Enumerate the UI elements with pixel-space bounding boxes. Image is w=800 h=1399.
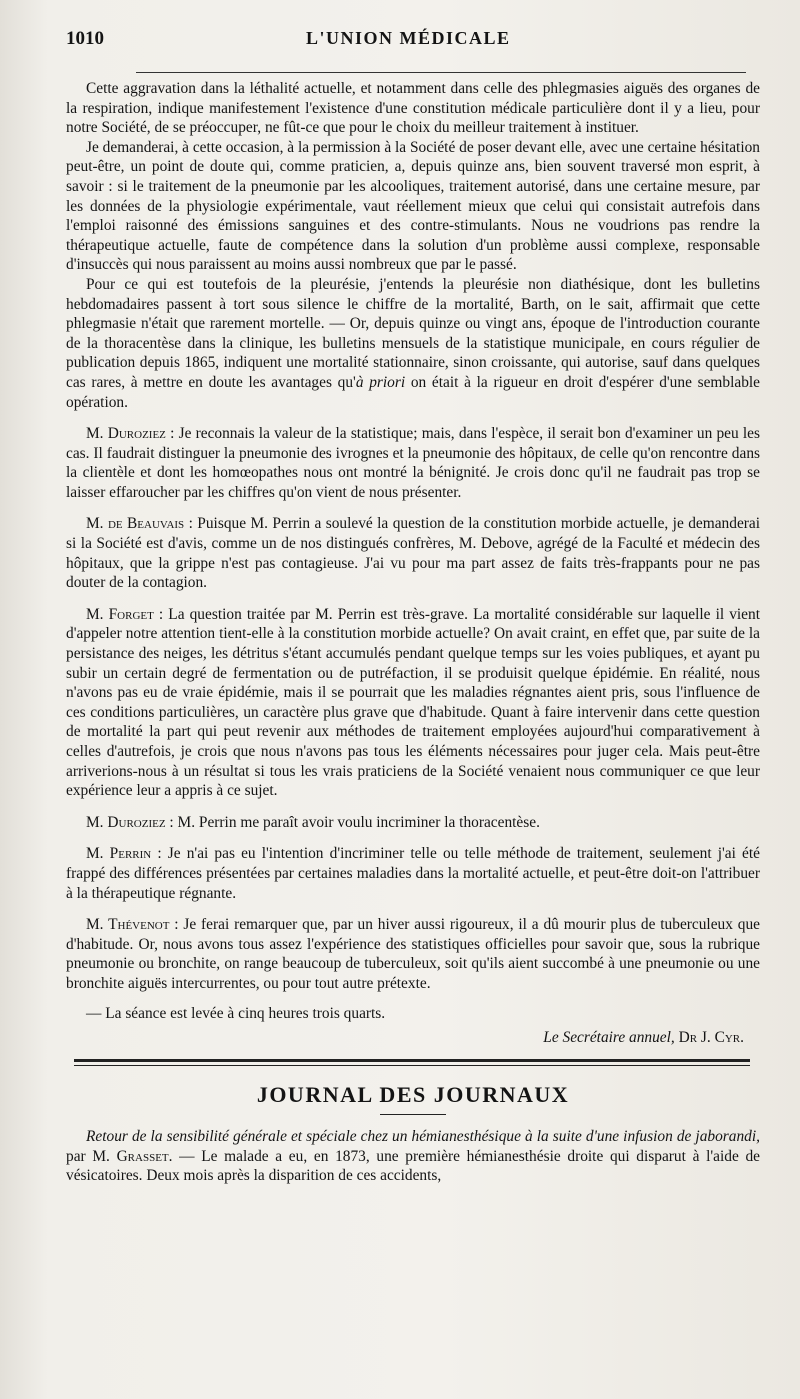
paragraph-3 <box>66 275 760 412</box>
speaker-name: M. de Beauvais : <box>86 515 193 533</box>
speaker-name: M. Perrin : <box>86 845 162 863</box>
journal-title: L'UNION MÉDICALE <box>306 28 511 48</box>
header-rule <box>136 72 746 73</box>
secretary-signature <box>66 1029 760 1047</box>
paragraph-3-text-a: Pour ce qui est toutefois de la pleurésie, j'entends la pleurésie non diathésique, dont les bulletins hebdomadaires passent à tort sous silence le chiffre de la mortalité, Barth, on le sait, affirmait que cette phlegmasie n'était que rarement mortelle. — Or, depuis quinze ou vingt ans, époque de l'introduction courante de la thoracentèse dans la clinique, les bulletins mensuels de la statistique municipale, en cours régulier de publication depuis 1865, indiquent une mortalité stationnaire, sinon croissante, qui autorise, sauf dans quelques cas rares, à mettre en doute les avantages qu' <box>66 275 760 391</box>
speech-text: Je ferai remarquer que, par un hiver aussi rigoureux, il a dû mourir plus de tuberculeux que d'habitude. Or, nous avons tous assez l'expérience des statistiques officielles pour savoir que, sous la rubrique pneumonie ou bronchite, on range beaucoup de tuberculeux, soit qu'ils aient succombé à une pneumonie ou une bronchite aiguës intercurrentes, ou pour tout autre prétexte. <box>66 916 760 992</box>
speech-thevenot <box>66 915 760 993</box>
section-divider <box>74 1059 750 1066</box>
speech-duroziez-2 <box>66 813 760 833</box>
journal-paragraph <box>66 1127 760 1186</box>
speech-text: Je n'ai pas eu l'intention d'incriminer telle ou telle méthode de traitement, seulement j'ai été frappé des différences présentées par certaines maladies dans la mortalité actuelle, et peut-être doit-on l'attribuer à la thérapeutique régnante. <box>66 845 760 902</box>
speech-forget <box>66 605 760 801</box>
article-author-prefix: par M. <box>66 1147 117 1165</box>
journal-article <box>66 1127 760 1186</box>
article-author: Grasset. <box>116 1147 173 1165</box>
signature-role: Le Secrétaire annuel, <box>543 1029 675 1047</box>
speaker-name: M. Duroziez : <box>86 425 175 443</box>
speech-text: Puisque M. Perrin a soulevé la question de la constitution morbide actuelle, je demanderai si la Société est d'avis, comme un de nos distingués confrères, M. Debove, agrégé de la Faculté et médecin des hôpitaux, que la grippe n'est pas contagieuse. J'ai vu pour ma part assez de faits très-frappants pour ne pas douter de la contagion. <box>66 515 761 592</box>
speaker-name: M. Forget : <box>86 605 164 623</box>
page-header <box>66 28 760 68</box>
speech-perrin <box>66 844 760 903</box>
speech-duroziez-1 <box>66 424 760 502</box>
speech-text: M. Perrin me paraît avoir voulu incriminer la thoracentèse. <box>173 813 540 831</box>
session-closing: — La séance est levée à cinq heures trois quarts. <box>86 1004 386 1022</box>
speech-text: Je reconnais la valeur de la statistique; mais, dans l'espèce, il serait bon d'examiner un peu les cas. Il faudrait distinguer la pneumonie des ivrognes et la pneumonie des hôpitaux, de celle qu'on rencontre dans la clientèle et dont les homœopathes nous ont montré la bénignité. Je crois donc qu'il ne faudrait pas trop se laisser effaroucher par les chiffres qu'on vient de nous présenter. <box>66 425 760 501</box>
paragraph-2: Je demanderai, à cette occasion, à la permission à la Société de poser devant elle, avec une certaine hésitation peut-être, un point de doute qui, comme praticien, a, depuis quinze ans, bien souvent traversé mon esprit, à savoir : si le traitement de la pneumonie par les alcooliques, traitement autorisé, dans une certaine mesure, par les données de la physiologie expérimentale, vaut réellement mieux que celui qui consistait autrefois dans l'emploi raisonné des émissions sanguines et des contre-stimulants. Nous ne voudrions pas rendre la thérapeutique actuelle, faute de compétence dans la solution d'un problème aussi complexe, responsable d'insuccès qui nous paraissent au moins aussi nombreux que par le passé. <box>66 138 760 274</box>
paragraph-3-text-b: on était à la rigueur en droit d'espérer d'une semblable opération. <box>66 373 760 411</box>
speech-text: La question traitée par M. Perrin est très-grave. La mortalité considérable sur laquelle il vient d'appeler notre attention tient-elle à la constitution morbide actuelle? On avait craint, en effet que, par suite de la persistance des neiges, les détritus s'étant accumulés pendant quelque temps sur les voies publiques, et ayant pu subir un certain degré de fermentation ou de putréfaction, il se produisit quelque épidémie. En réalité, nous n'avons pas eu de vraie épidémie, mais il se pourrait que les maladies régnantes aient pris, sous l'influence de ces conditions particulières, un caractère plus grave que d'habitude. Quant à faire intervenir dans cette question de mortalité la part qui peut revenir aux méthodes de traitement employées aujourd'hui comparativement à celles d'autrefois, je crois que nous n'avons pas tous les éléments nécessaires pour juger cela. Mais peut-être arriverions-nous à un résultat si tous les vrais praticiens de la Société venaient nous communiquer ce que leur expérience leur a appris à ce sujet. <box>66 605 760 800</box>
speaker-name: M. Duroziez : <box>86 813 174 831</box>
article-text: — Le malade a eu, en 1873, une première hémianesthésie droite qui disparut à l'aide de vésicatoires. Deux mois après la disparition de ces accidents, <box>66 1147 760 1185</box>
speech-de-beauvais <box>66 514 760 592</box>
paragraph-3-italic: à priori <box>355 373 406 391</box>
signature-name: Dr J. Cyr. <box>674 1029 744 1047</box>
page-number: 1010 <box>66 28 104 49</box>
title-underline <box>380 1114 446 1115</box>
section-title: JOURNAL DES JOURNAUX <box>256 1082 570 1108</box>
paragraph-1: Cette aggravation dans la léthalité actuelle, et notamment dans celle des phlegmasies aiguës des organes de la respiration, indique manifestement l'existence d'une constitution médicale particulière dont il y a lieu, pour notre Société, de se préoccuper, ne fût-ce que pour le choix du meilleur traitement à instituer. <box>66 80 760 137</box>
article-body <box>66 79 760 1023</box>
article-title: Retour de la sensibilité générale et spéciale chez un hémianesthésique à la suite d'une infusion de jaborandi, <box>86 1128 760 1146</box>
speaker-name: M. Thévenot : <box>86 916 179 934</box>
